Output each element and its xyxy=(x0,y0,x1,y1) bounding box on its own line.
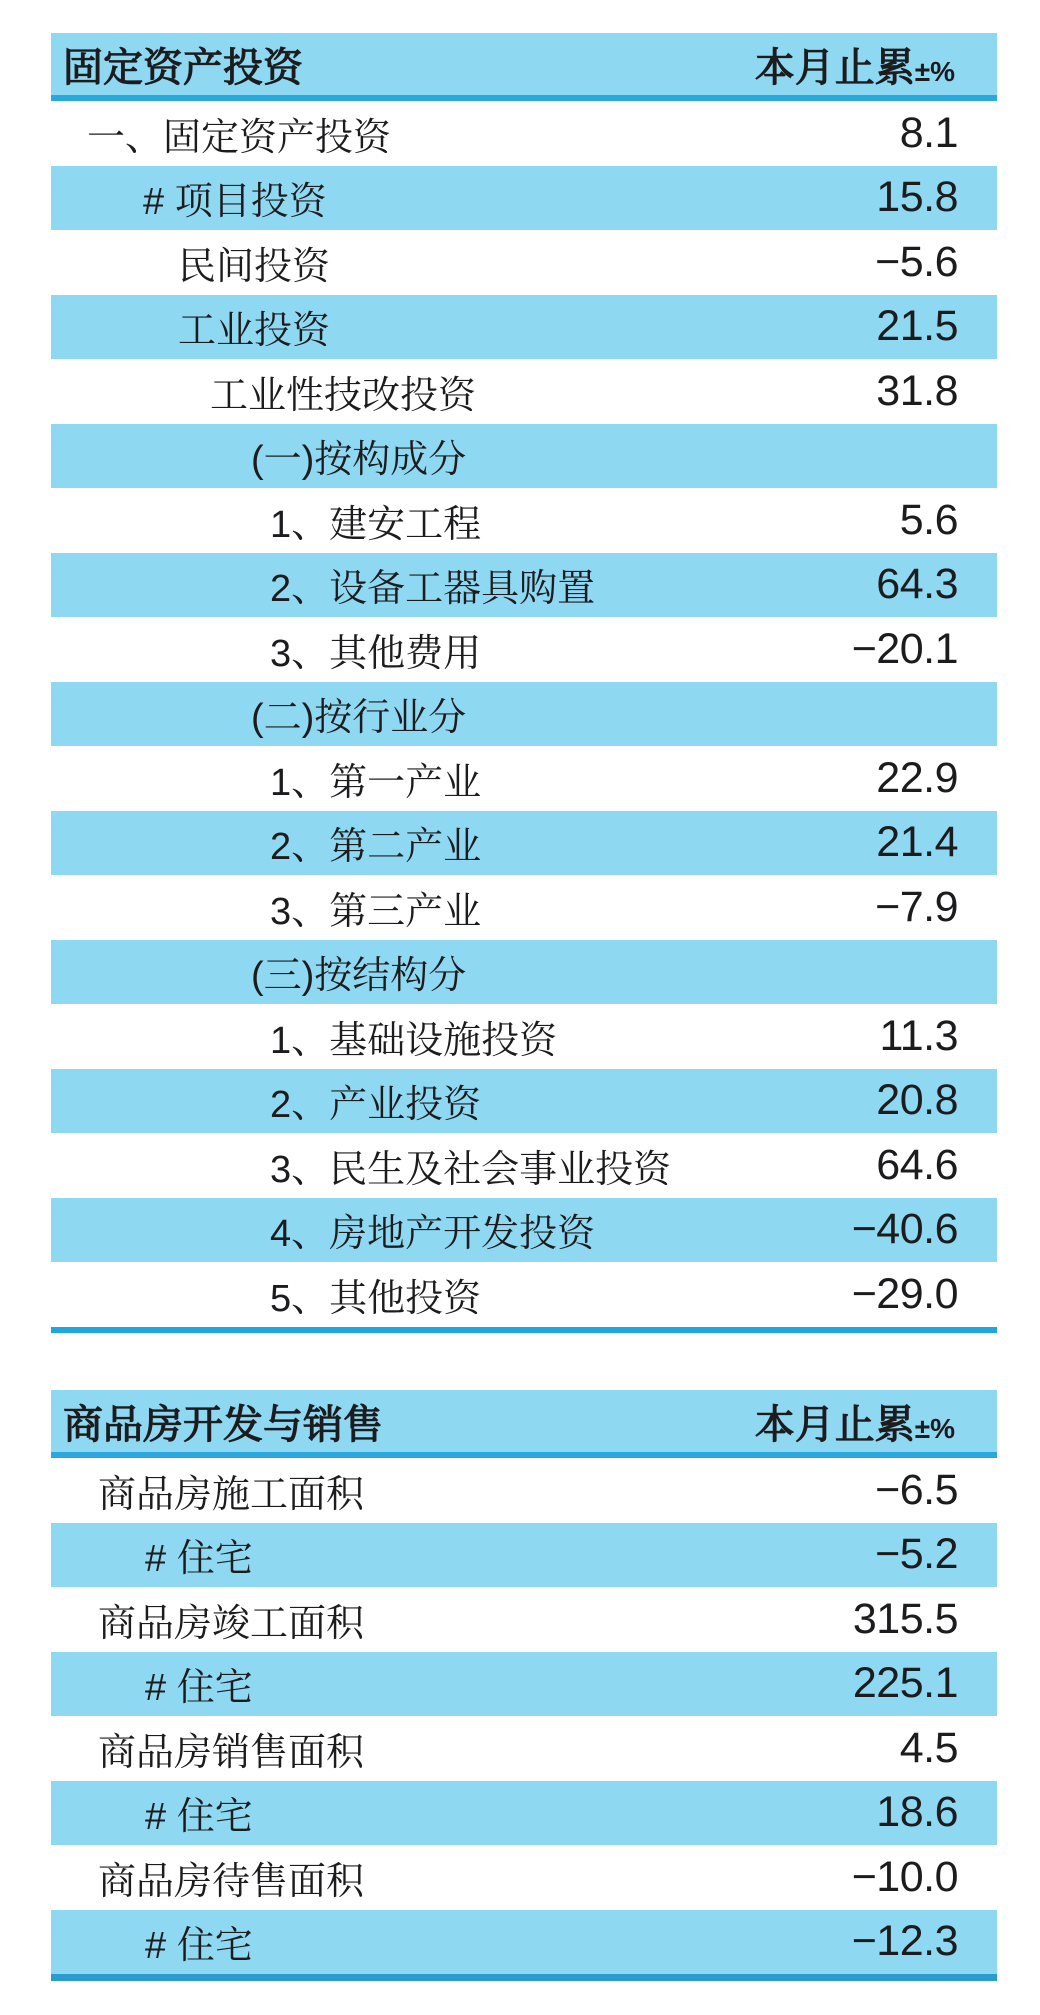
row-label: (一)按构成分 xyxy=(251,439,467,482)
row-label: 3、其他费用 xyxy=(270,632,482,675)
row-label: 商品房施工面积 xyxy=(98,1473,365,1516)
row-label: 工业投资 xyxy=(178,310,331,353)
row-label: (三)按结构分 xyxy=(251,955,467,998)
row-value: 15.8 xyxy=(876,173,958,222)
row-value: 64.6 xyxy=(876,1140,958,1189)
row-value: 5.6 xyxy=(899,495,958,544)
table-row xyxy=(51,359,997,424)
table-row xyxy=(51,230,997,295)
table-row xyxy=(51,1262,997,1327)
row-value: 18.6 xyxy=(876,1788,958,1837)
table-row xyxy=(51,1458,997,1523)
table-row xyxy=(51,166,997,231)
row-value: −7.9 xyxy=(875,882,958,931)
table-row xyxy=(51,811,997,876)
row-value: −40.6 xyxy=(851,1205,958,1254)
row-value: −10.0 xyxy=(851,1852,958,1901)
row-value: 20.8 xyxy=(876,1076,958,1125)
table-row xyxy=(51,553,997,618)
table-row xyxy=(51,1845,997,1910)
row-value: −20.1 xyxy=(851,624,958,673)
housing-table xyxy=(51,1390,997,1981)
table-row xyxy=(51,1133,997,1198)
row-value: −5.2 xyxy=(875,1530,958,1579)
row-value: 64.3 xyxy=(876,560,958,609)
table-title: 固定资产投资 xyxy=(63,45,303,90)
row-label: 3、第三产业 xyxy=(270,890,482,933)
column-header xyxy=(755,1393,997,1450)
row-label: 商品房销售面积 xyxy=(98,1731,365,1774)
housing-rows xyxy=(51,1458,997,1974)
row-value: 21.4 xyxy=(876,818,958,867)
row-value: −29.0 xyxy=(851,1269,958,1318)
row-label: # 住宅 xyxy=(145,1538,253,1581)
row-label: 商品房竣工面积 xyxy=(98,1602,365,1645)
table-row xyxy=(51,424,997,489)
row-label: 商品房待售面积 xyxy=(98,1860,365,1903)
table-row xyxy=(51,617,997,682)
row-label: (二)按行业分 xyxy=(251,697,467,740)
row-value: 11.3 xyxy=(879,1011,958,1060)
table-row xyxy=(51,875,997,940)
row-value: 22.9 xyxy=(876,753,958,802)
row-label: 一、固定资产投资 xyxy=(87,116,392,159)
row-value: 8.1 xyxy=(899,108,958,157)
row-value: −12.3 xyxy=(851,1917,958,1966)
fixed-investment-table-header xyxy=(51,33,997,101)
row-label: 5、其他投资 xyxy=(270,1277,482,1320)
column-header-unit: ±% xyxy=(914,55,955,87)
row-label: # 项目投资 xyxy=(143,181,327,224)
column-header-unit: ±% xyxy=(914,1412,955,1444)
row-value: 4.5 xyxy=(899,1723,958,1772)
table-row xyxy=(51,746,997,811)
table-row xyxy=(51,1652,997,1717)
table-row xyxy=(51,101,997,166)
row-label: # 住宅 xyxy=(145,1667,253,1710)
table-title: 商品房开发与销售 xyxy=(63,1402,383,1447)
column-header-text: 本月止累 xyxy=(754,45,915,90)
row-value: 31.8 xyxy=(876,366,958,415)
row-value: −5.6 xyxy=(875,237,958,286)
table-row xyxy=(51,1716,997,1781)
row-value: 225.1 xyxy=(852,1659,958,1708)
row-label: 2、第二产业 xyxy=(270,826,482,869)
housing-table-header xyxy=(51,1390,997,1458)
row-label: # 住宅 xyxy=(145,1925,253,1968)
row-label: 2、产业投资 xyxy=(270,1084,482,1127)
row-label: 1、基础设施投资 xyxy=(270,1019,558,1062)
fixed-investment-rows xyxy=(51,101,997,1327)
table-row xyxy=(51,1069,997,1134)
row-label: # 住宅 xyxy=(145,1796,253,1839)
row-label: 3、民生及社会事业投资 xyxy=(270,1148,672,1191)
column-header-text: 本月止累 xyxy=(754,1402,915,1447)
row-label: 1、建安工程 xyxy=(270,503,482,546)
row-label: 工业性技改投资 xyxy=(210,374,477,417)
table-row xyxy=(51,1910,997,1975)
table-row xyxy=(51,488,997,553)
row-label: 4、房地产开发投资 xyxy=(270,1213,596,1256)
row-value: 315.5 xyxy=(852,1594,958,1643)
table-row xyxy=(51,1523,997,1588)
row-value: 21.5 xyxy=(876,302,958,351)
table-row xyxy=(51,1004,997,1069)
table-row xyxy=(51,940,997,1005)
table-bottom-border xyxy=(51,1974,997,1981)
fixed-investment-table xyxy=(51,33,997,1333)
row-value: −6.5 xyxy=(875,1465,958,1514)
column-header xyxy=(755,36,997,93)
table-row xyxy=(51,1198,997,1263)
table-row xyxy=(51,1781,997,1846)
table-bottom-border xyxy=(51,1327,997,1333)
table-row xyxy=(51,682,997,747)
row-label: 2、设备工器具购置 xyxy=(270,568,596,611)
table-row xyxy=(51,1587,997,1652)
table-row xyxy=(51,295,997,360)
row-label: 1、第一产业 xyxy=(270,761,482,804)
row-label: 民间投资 xyxy=(178,245,331,288)
